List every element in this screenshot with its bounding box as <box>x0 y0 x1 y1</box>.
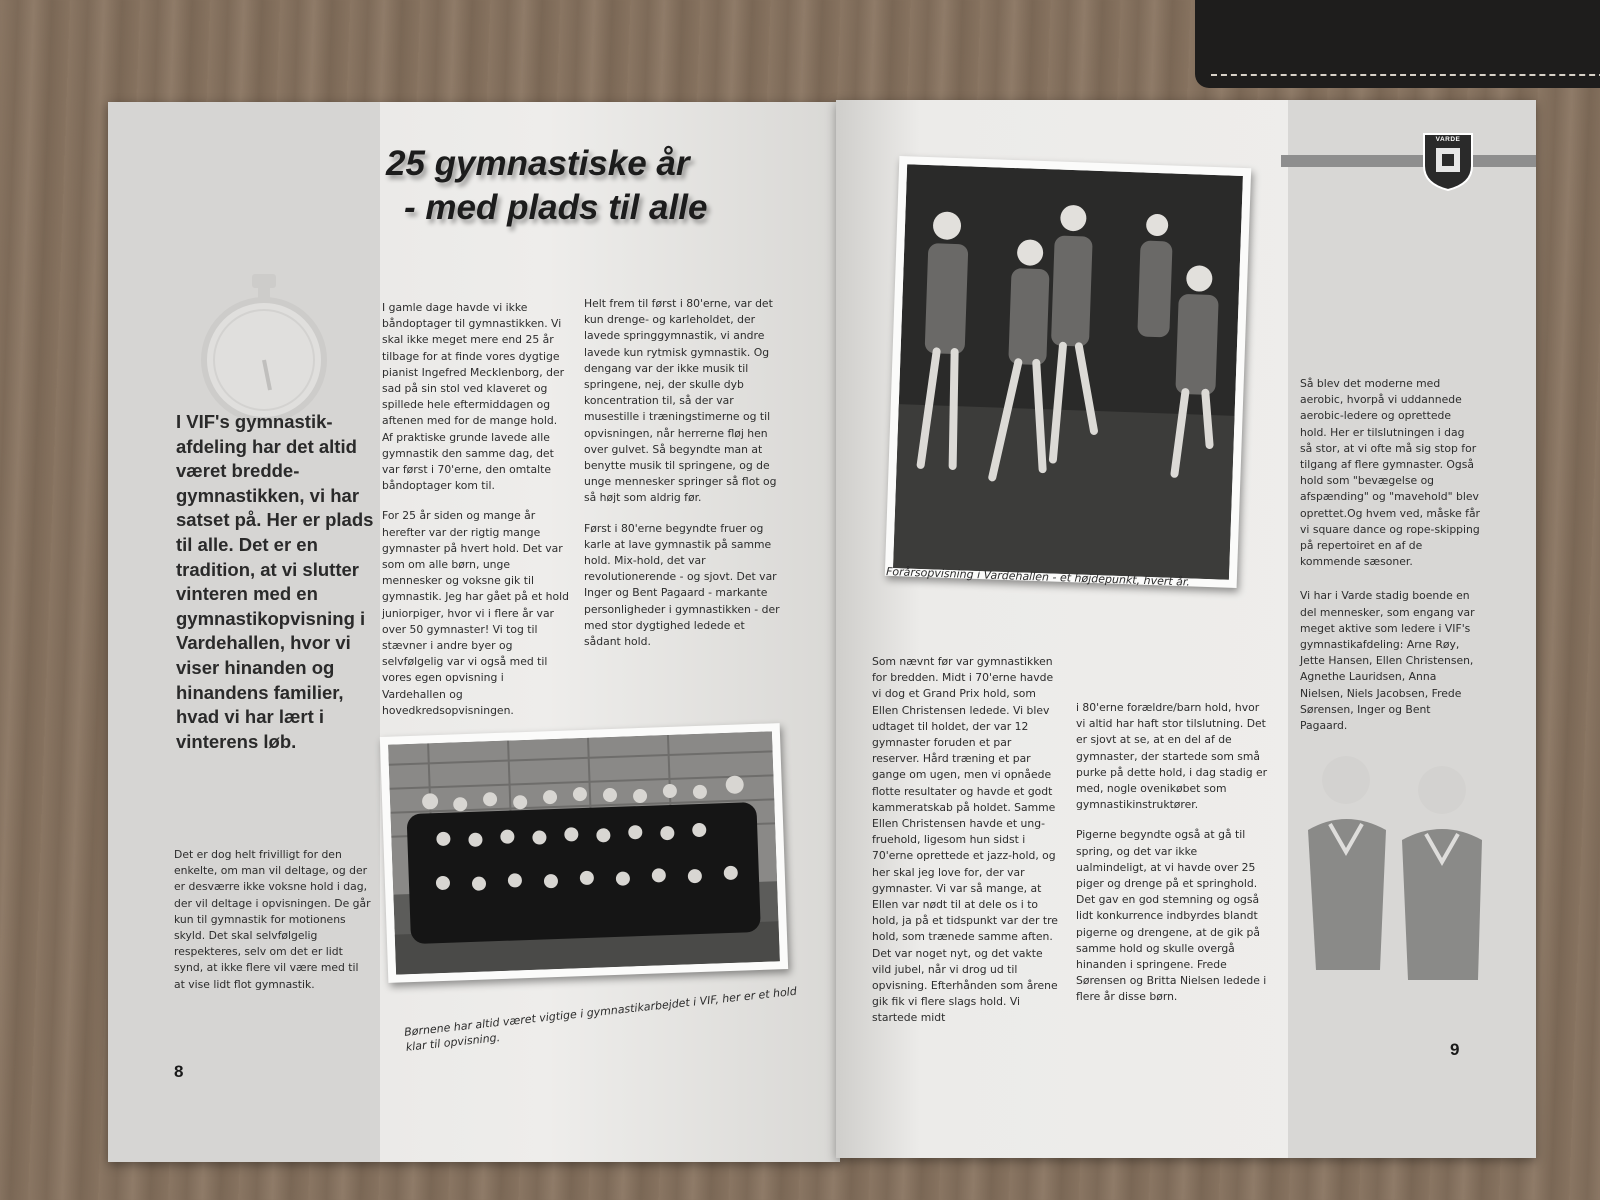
intro-text: I VIF's gymnastik-afdeling har det altid været bredde-gymnastikken, vi har satset på. Her er plads til alle. Det er en tradition, at vi slutter vinteren med en gymnastikopvisning i Vardehallen, hvor vi viser hinanden og hinandens familier, hvad vi har lært i vinterens løb. <box>176 411 374 752</box>
paragraph: I gamle dage havde vi ikke båndoptager til gymnastikken. Vi skal ikke meget mere end 25 år tilbage for at finde vores dygtige pianist Ingefred Mecklenborg, der sad på sin stol ved klaveret og spillede hele eftermiddagen og aftenen med for de mange hold. Af praktiske grunde lavede alle gymnastik den samme dag, det var først i 70'erne, den omtalte båndoptager kom til. <box>382 301 565 493</box>
sidebar-text: Det er dog helt frivilligt for den enkelte, om man vil deltage, og der er desværre ikke voksne hold i dag, der vil deltage i opvisningen. De går kun til gymnastik for motionens skyld. Det skal selvfølgelig respekteres, selv om det er lidt synd, at ikke flere vil være med til at vise lidt flot gymnastik. <box>174 848 371 991</box>
paragraph: Vi har i Varde stadig boende en del mennesker, som engang var meget aktive som ledere i VIF's gymnastikafdeling: Arne Røy, Jette Hansen, Ellen Christensen, Agnethe Lauridsen, Anna Nielsen, Niels Jacobsen, Frede Sørensen, Inger og Bent Pagaard. <box>1300 589 1475 733</box>
paragraph: Helt frem til først i 80'erne, var det kun drenge- og karleholdet, der lavede springgymnastik, vi andre lavede kun rytmisk gymnastik. Og dengang var der ikke musik til springene, nej, der skulle dyb koncentration til, så der var musestille i træningstimerne og til opvisningen, når herrerne fløj hen over gulvet. Så begyndte man at benytte musik til springene, og de unge mennesker springer så flot og så højt som aldrig før. <box>584 297 777 505</box>
dance-photo-image <box>893 164 1243 579</box>
left-column-2 <box>584 296 780 650</box>
dance-photo <box>885 156 1251 588</box>
paragraph: i 80'erne forældre/barn hold, hvor vi altid har haft stor tilslutning. Det er sjovt at se, at en del af de gymnaster, der startede som små purke på dette hold, i dag stadig er med, nogle ovenikøbet som gymnastikinstruktører. <box>1076 701 1268 812</box>
club-crest-label: VARDE <box>1435 136 1461 143</box>
group-photo-caption: Børnene har altid været vigtige i gymnastikarbejdet i VIF, her er et hold klar til opvisning. <box>403 984 798 1054</box>
dance-photo-caption: Forårsopvisning i Vardehallen - et højdepunkt, hvert år. <box>885 565 1191 589</box>
group-photo <box>380 723 788 983</box>
group-photo-image <box>388 731 780 974</box>
title-line-2: - med plads til alle <box>404 188 708 227</box>
paragraph: Først i 80'erne begyndte fruer og karle at lave gymnastik på samme hold. Mix-hold, det var revolutionerende - og sjovt. Det var Inger og Bent Pagaard - markante personligheder i gymnastikken - der med stor dygtighed ledede et sådant hold. <box>584 521 780 649</box>
right-column-2 <box>1076 700 1270 1006</box>
left-column-1 <box>382 300 570 719</box>
paragraph: Så blev det moderne med aerobic, hvorpå vi uddannede aerobic-ledere og oprettede hold. Her er tilslutningen i dag så stor, at vi ofte må sig stop for tilgang af flere gymnaster. Også hold som "bevægelse og afspænding" og "mavehold" blev oprettet.Og hvem ved, måske får vi square dance og rope-skipping på repertoiret en af de kommende sæsoner. <box>1300 377 1480 569</box>
black-folder <box>1195 0 1600 88</box>
right-sidebar-text <box>1300 376 1480 734</box>
page-number: 9 <box>1450 1040 1460 1059</box>
page-8 <box>108 102 840 1162</box>
title-line-1: 25 gymnastiske år <box>386 144 690 183</box>
page-number: 8 <box>174 1062 184 1081</box>
paragraph: Pigerne begyndte også at gå til spring, og det var ikke ualmindeligt, at vi havde over 25 piger og drenge på et springhold. Det gav en god stemning og også lidt konkurrence indbyrdes blandt pigerne og drengene, at de gik på samme hold og skulle overgå hinanden i springene. Frede Sørensen og Britta Nielsen ledede i flere år disse børn. <box>1076 828 1267 1004</box>
stopwatch-icon <box>194 272 334 422</box>
right-column-1: Som nævnt før var gymnastikken for bredden. Midt i 70'erne havde vi dog et Grand Prix hold, som Ellen Christensen ledede. Vi blev udtaget til holdet, der var 12 gymnaster foruden et par reserver. Hård træning et par gange om ugen, men vi opnåede flotte resultater og havde et godt kammeratskab på holdet. Samme Ellen Christensen havde et ung-fruehold, ligesom hun sidst i 70'erne oprettede et jazz-hold, og her skal jeg love for, der var gymnaster. Vi var så mange, at Ellen var nødt til at dele os i to hold, ja på et tidspunkt var der tre hold, som trænede samme aften. Det var noget nyt, og det vakte vild jubel, når vi drog ud til opvisning. Efterhånden som årene gik fik vi flere slags hold. Vi startede midt <box>872 655 1058 1025</box>
article-title <box>386 142 707 230</box>
paragraph: For 25 år siden og mange år herefter var der rigtig mange gymnaster på hvert hold. Det var som om alle børn, unge mennesker og voksne gik til gymnastik. Jeg har gået på et hold juniorpiger, hvor vi i flere år var over 50 gymnaster! Vi tog til stævner i andre byer og selvfølgelig var vi også med til vores egen opvisning i Vardehallen og hovedkredsopvisningen. <box>382 509 569 717</box>
page-9 <box>836 100 1536 1158</box>
header-stripe <box>1281 155 1536 167</box>
sidebar-photo-faded <box>1290 740 1514 1040</box>
